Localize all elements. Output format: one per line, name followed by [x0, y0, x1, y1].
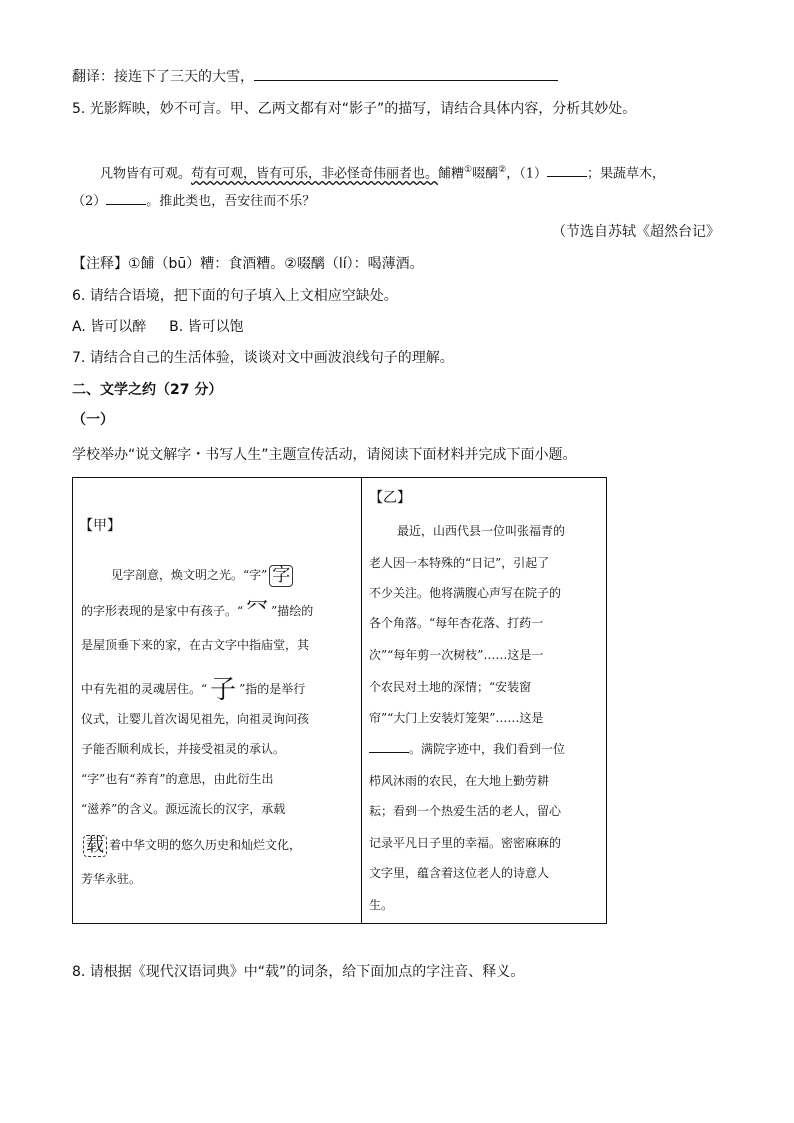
question-6-options	[72, 317, 244, 337]
passage-text: （2）	[72, 194, 107, 209]
passage-line-1	[100, 160, 665, 184]
note-mark: ②	[498, 165, 507, 175]
yi-line: 耘；看到一个热爱生活的老人，留心	[369, 804, 562, 818]
subsection-1-title: （一）	[72, 412, 114, 428]
jia-line: “字”也有“养育”的意思，由此衍生出	[81, 772, 274, 786]
passage-text: 啜醨	[472, 166, 499, 182]
jia-text: 中有先祖的灵魂居住。“	[81, 682, 208, 696]
passage-text: 餔糟	[438, 166, 465, 182]
yi-line: 各个角落。“每年杏花落、打药一	[369, 616, 544, 630]
jia-line	[81, 674, 305, 704]
blank-1[interactable]	[547, 162, 587, 177]
yi-blank[interactable]	[369, 740, 409, 753]
option-b: B. 皆可以饱	[169, 319, 244, 335]
material-yi-label: 【乙】	[369, 490, 411, 506]
passage-text: 。推此类也，吾安往而不乐？	[146, 194, 316, 209]
jia-line: “滋养”的含义。源远流长的汉字，承载	[81, 802, 286, 816]
yi-line: 文字里，蕴含着这位老人的诗意人	[369, 866, 550, 880]
jia-line: 是屋顶垂下来的家，在古文字中指庙堂，其	[81, 638, 310, 652]
yi-line: 不少关注。他将满腹心声写在院子的	[369, 586, 562, 600]
section-2-title: 二、文学之约（27 分）	[72, 382, 223, 398]
question-5: 5. 光影辉映，妙不可言。甲、乙两文都有对“影子”的描写，请结合具体内容，分析其妙处。	[72, 101, 637, 117]
translate-label: 翻译：接连下了三天的大雪，	[72, 69, 254, 85]
jia-line: 子能否顺利成长，并接受祖灵的承认。	[81, 742, 286, 756]
glyph-zi2-image: 子	[210, 674, 237, 705]
table-divider	[361, 478, 362, 923]
yi-line: 个农民对土地的深情；“安装窗	[369, 680, 532, 694]
yi-line	[369, 734, 565, 764]
passage-text: ，（1）	[506, 166, 547, 182]
passage-text: 凡物皆有可观。	[100, 166, 192, 182]
yi-line: 帘”“大门上安装灯笼架”……这是	[369, 711, 544, 725]
jia-text: 的字形表现的是家中有孩子。“	[81, 604, 244, 618]
jia-line	[81, 830, 301, 860]
passage-line-2	[72, 190, 315, 212]
yi-line: 最近，山西代县一位叫张福青的	[397, 524, 566, 538]
question-6: 6. 请结合语境，把下面的句子填入上文相应空缺处。	[72, 288, 398, 304]
passage-text: ；果蔬草木，	[587, 166, 666, 182]
jia-text: 见字剖意，焕文明之光。“字”	[111, 568, 268, 582]
jia-line: 仪式，让婴儿首次谒见祖先，向祖灵询问孩	[81, 712, 310, 726]
yi-line: 记录平凡日子里的幸福。密密麻麻的	[369, 836, 562, 850]
jia-text: 着中华文明的悠久历史和灿烂文化，	[109, 838, 302, 852]
jia-text: ”描绘的	[271, 604, 314, 618]
glyph-mian-image: ⺳	[246, 598, 269, 624]
option-a: A. 皆可以醉	[72, 319, 147, 335]
glyph-zi-image: 字	[269, 565, 293, 587]
materials-table	[72, 477, 607, 924]
note-mark: ①	[464, 165, 473, 175]
glyph-zai-image: 载	[83, 835, 107, 857]
question-7: 7. 请结合自己的生活体验，谈谈对文中画波浪线句子的理解。	[72, 350, 454, 366]
yi-line: 生。	[369, 898, 394, 912]
material-jia-label: 【甲】	[79, 518, 121, 534]
translate-blank[interactable]	[254, 66, 558, 81]
yi-line: 次”“每年剪一次树枝”……这是一	[369, 648, 544, 662]
yi-line: 栉风沐雨的农民，在大地上勤劳耕	[369, 774, 550, 788]
jia-text: ”指的是举行	[239, 682, 306, 696]
jia-line: 芳华永驻。	[81, 872, 142, 886]
blank-2[interactable]	[106, 190, 146, 205]
wavy-underlined-sentence: 苟有可观，皆有可乐，非必怪奇伟丽者也。	[191, 166, 439, 182]
intro-text: 学校举办“说文解字・书写人生”主题宣传活动，请阅读下面材料并完成下面小题。	[72, 447, 577, 463]
yi-line: 老人因一本特殊的“日记”，引起了	[369, 556, 550, 570]
translate-line	[72, 66, 558, 87]
jia-line	[111, 560, 295, 590]
passage-source: （节选自苏轼《超然台记》	[552, 224, 720, 240]
annotation-note: 【注释】①餔（bū）糟：食酒糟。②啜醨（lí）：喝薄酒。	[72, 256, 424, 272]
yi-text: 。满院字迹中，我们看到一位	[409, 742, 566, 756]
jia-line	[81, 596, 313, 626]
question-8: 8. 请根据《现代汉语词典》中“载”的词条，给下面加点的字注音、释义。	[72, 964, 525, 980]
